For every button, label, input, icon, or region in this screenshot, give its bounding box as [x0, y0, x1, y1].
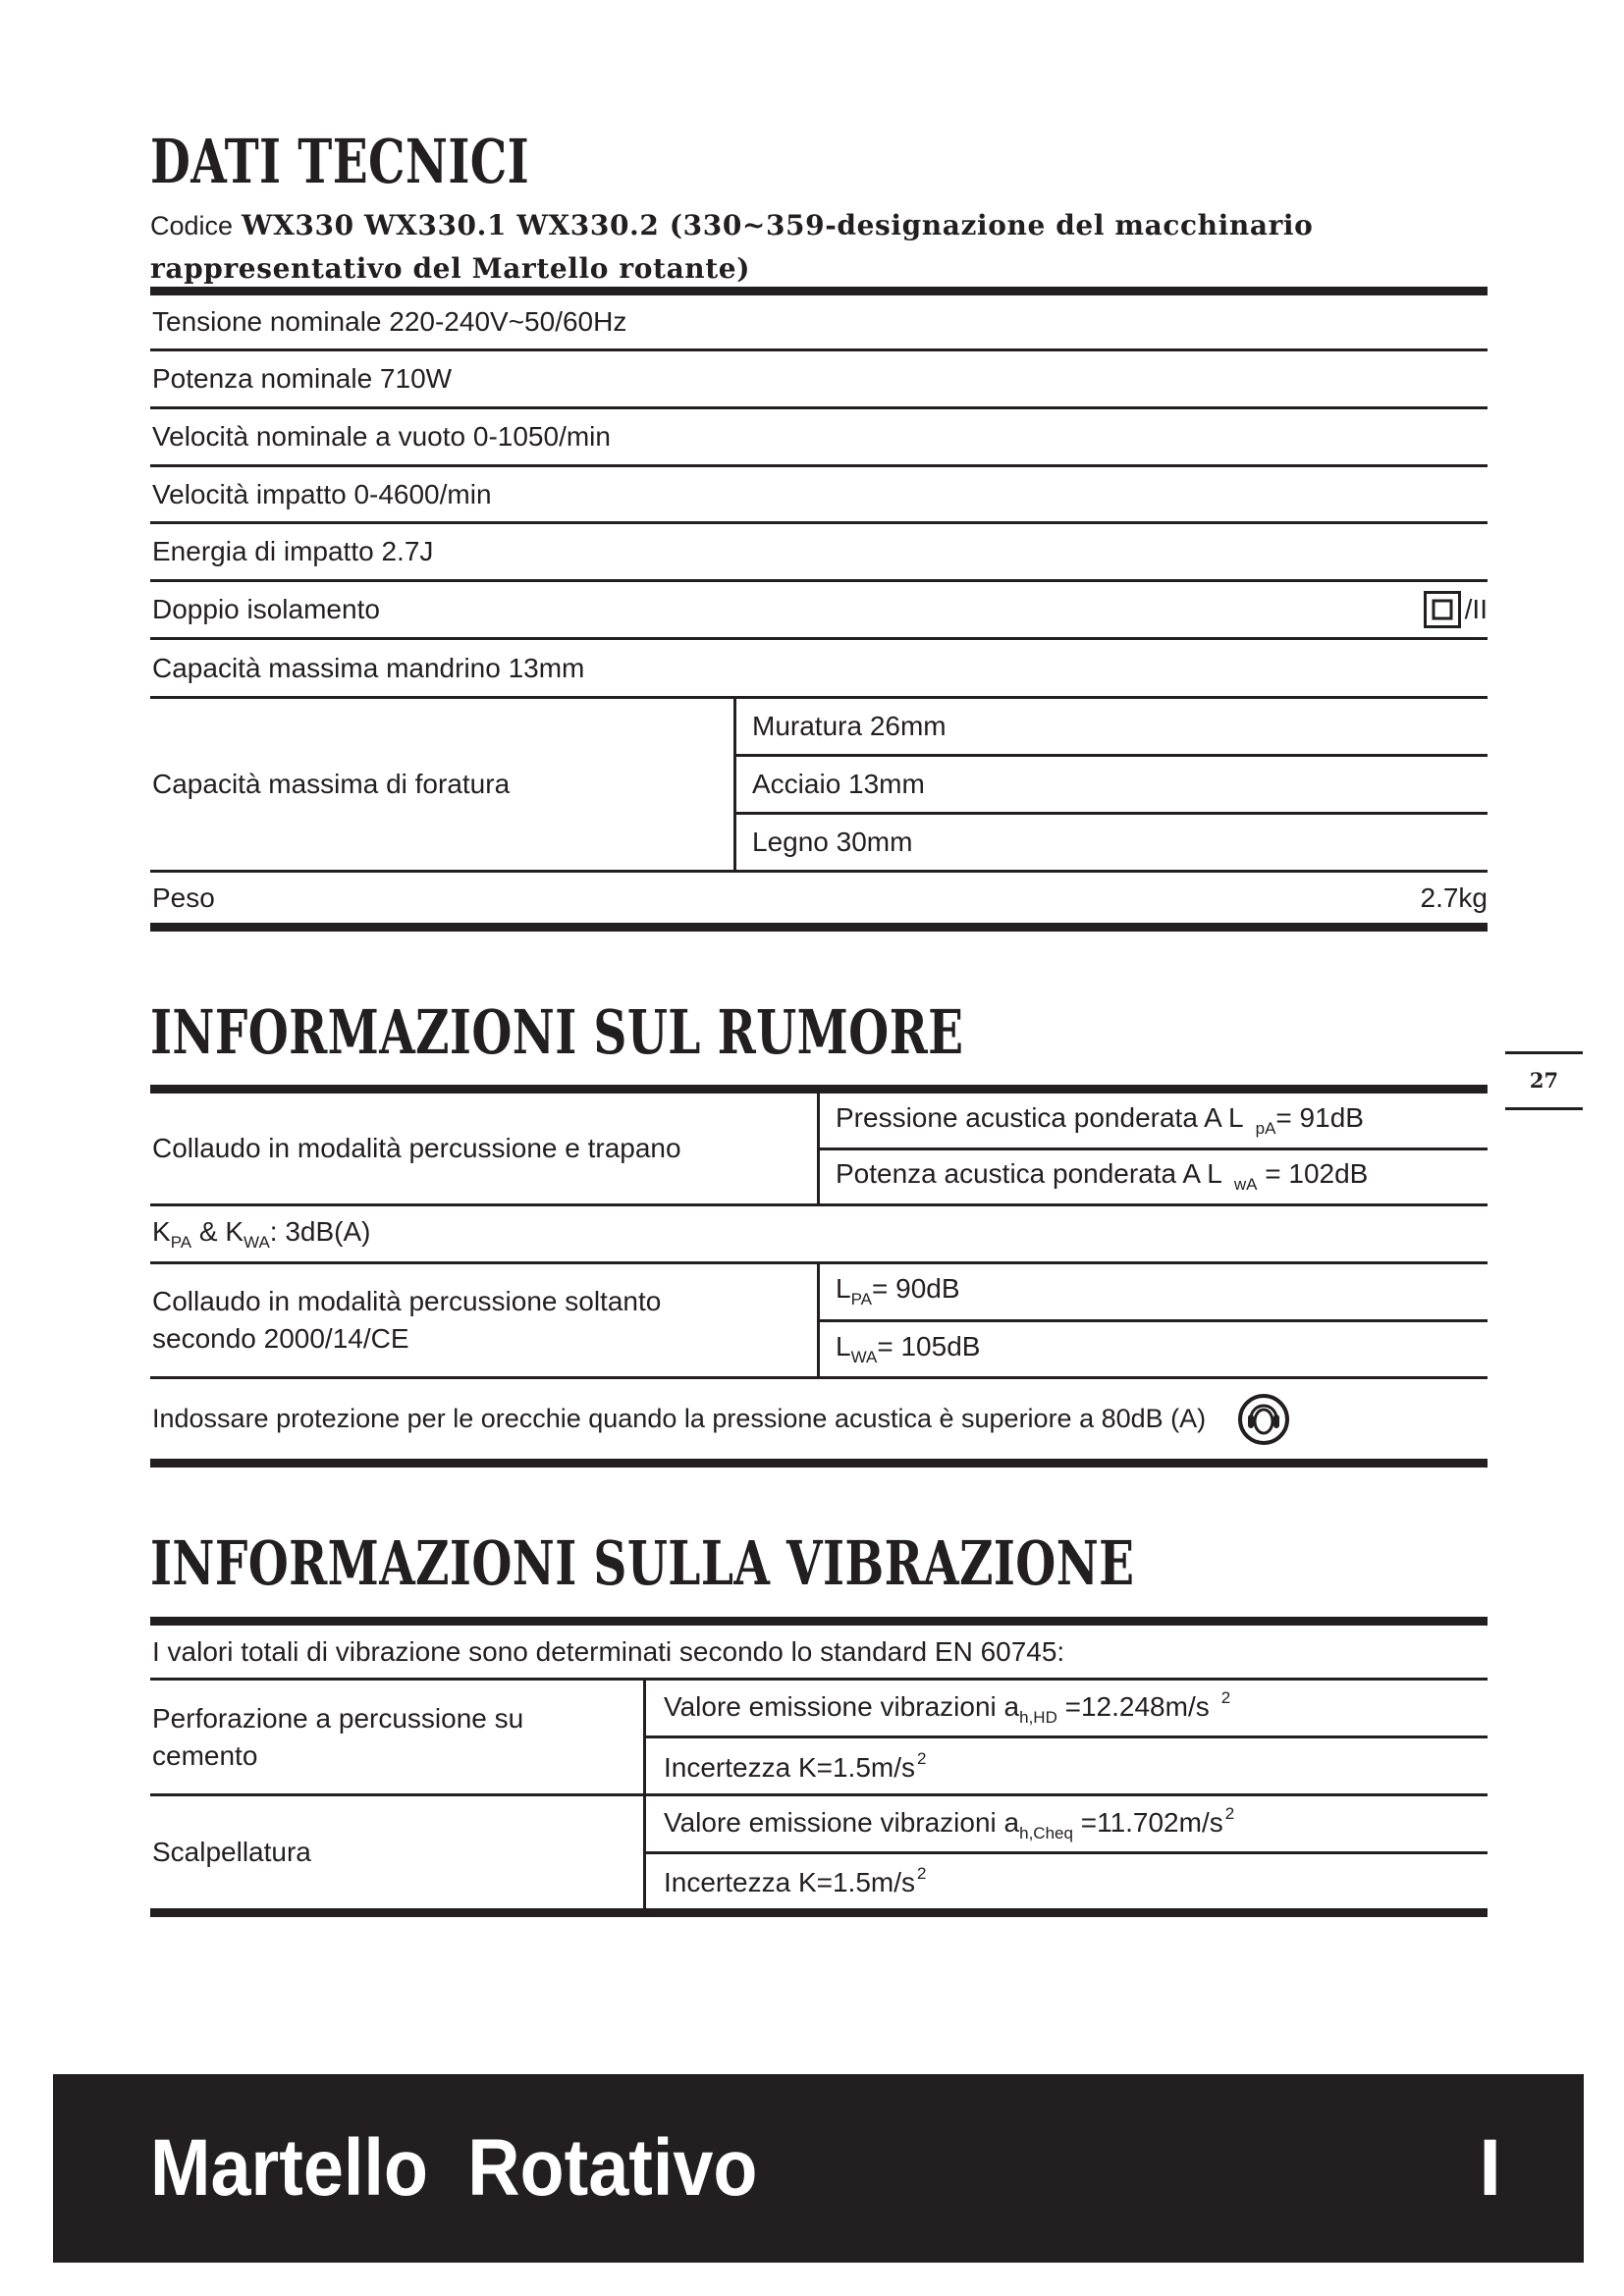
- drilling-capacity-steel: Acciaio 13mm: [736, 757, 1488, 815]
- hammer-test-label-cell: [150, 1264, 817, 1376]
- footer-band: [53, 2074, 1584, 2263]
- spec-text: Tensione nominale 220-240V~50/60Hz: [152, 306, 627, 337]
- spec-row-no-load-speed: [150, 409, 1488, 467]
- uncertainty-prefix: Incertezza K=1.5m/s: [664, 1866, 916, 1897]
- hammer-test-values: [817, 1264, 1488, 1376]
- chiselling-values: [643, 1796, 1488, 1908]
- hammer-pressure-subscript: PA: [850, 1290, 872, 1309]
- sound-power-suffix: = 102dB: [1257, 1158, 1369, 1190]
- drill-test-values: [817, 1094, 1488, 1203]
- emission-prefix: Valore emissione vibrazioni a: [664, 1806, 1020, 1838]
- spec-row-impact-rate: [150, 467, 1488, 524]
- section-title-technical-data: DATI TECNICI: [150, 126, 530, 197]
- language-code: I: [1479, 2123, 1501, 2213]
- icon-ear-cup-left: [1248, 1415, 1254, 1428]
- drilling-capacity-masonry: Muratura 26mm: [736, 699, 1488, 757]
- double-insulation-icon: [1424, 591, 1461, 628]
- k-subscript: PA: [170, 1232, 192, 1252]
- ear-protection-cell: [150, 1379, 1488, 1459]
- icon-outer-ring: [1240, 1396, 1287, 1443]
- page-number: 27: [1505, 1051, 1583, 1110]
- hammer-power-prefix: L: [836, 1330, 851, 1362]
- section-title-vibration: INFORMAZIONI SULLA VIBRAZIONE: [150, 1527, 1135, 1599]
- insulation-class: /II: [1464, 594, 1488, 624]
- noise-row-hammer-test: [150, 1264, 1488, 1379]
- emission-suffix: =12.248m/s: [1056, 1691, 1210, 1722]
- model-code-line-2: rappresentativo del Martello rotante): [150, 252, 751, 285]
- spec-row-drilling-capacity: [150, 699, 1488, 873]
- uncertainty-prefix: Incertezza K=1.5m/s: [664, 1751, 916, 1783]
- vibration-row-concrete-drilling: [150, 1681, 1488, 1796]
- sound-power-subscript: wA: [1233, 1175, 1258, 1195]
- uncertainty-superscript: 2: [917, 1863, 927, 1883]
- model-code: [150, 206, 1313, 293]
- drilling-capacity-wood: Legno 30mm: [752, 827, 913, 857]
- sound-pressure-prefix: Pressione acustica ponderata A L: [836, 1101, 1244, 1133]
- k-factor-cell: [150, 1206, 1488, 1261]
- hammer-power-suffix: = 105dB: [877, 1330, 981, 1362]
- sound-power-value: [836, 1158, 1368, 1195]
- noise-row-k-factor: [150, 1206, 1488, 1264]
- emission-prefix: Valore emissione vibrazioni a: [664, 1691, 1020, 1722]
- concrete-drilling-values: [643, 1681, 1488, 1793]
- spec-row-power: [150, 351, 1488, 409]
- concrete-drilling-label: [152, 1700, 523, 1775]
- vibration-emission-value: [664, 1804, 1234, 1843]
- weight-value: 2.7kg: [1420, 881, 1488, 913]
- hammer-pressure-prefix: L: [836, 1273, 851, 1305]
- drill-test-label: Collaudo in modalità percussione e trapano: [152, 1133, 681, 1163]
- spec-row-voltage: [150, 295, 1488, 351]
- spec-row-impact-energy: [150, 524, 1488, 582]
- noise-row-ear-protection: [150, 1379, 1488, 1459]
- vibration-row-chiselling: [150, 1796, 1488, 1908]
- concrete-drilling-label-line: Perforazione a percussione su: [152, 1702, 524, 1734]
- spec-text: Velocità nominale a vuoto 0-1050/min: [152, 421, 611, 452]
- concrete-drilling-label-line: cemento: [152, 1739, 258, 1771]
- k-factor-suffix: : 3dB(A): [269, 1215, 371, 1247]
- hammer-test-label-line: Collaudo in modalità percussione soltanto: [152, 1286, 662, 1316]
- vibration-uncertainty-value: [664, 1864, 926, 1898]
- noise-row-drill-test: [150, 1094, 1488, 1206]
- spec-row-chuck-capacity: [150, 640, 1488, 699]
- product-name: Martello Rotativo: [150, 2123, 758, 2213]
- hammer-pressure-cell: [820, 1264, 1488, 1322]
- vibration-emission-value: [664, 1688, 1230, 1728]
- hammer-pressure-suffix: = 90dB: [872, 1273, 960, 1305]
- emission-suffix: =11.702m/s: [1072, 1806, 1223, 1838]
- hammer-power-value: [836, 1331, 980, 1367]
- model-code-line-1: WX330 WX330.1 WX330.2 (330~359-designazione del macchinario: [242, 209, 1314, 241]
- spec-row-weight: [150, 873, 1488, 923]
- vibration-uncertainty-cell: [646, 1854, 1488, 1909]
- spec-text: Potenza nominale 710W: [152, 363, 453, 394]
- emission-superscript: 2: [1224, 1803, 1235, 1823]
- noise-table: [150, 1085, 1488, 1468]
- emission-subscript: h,HD: [1019, 1708, 1057, 1727]
- hammer-test-label-line: secondo 2000/14/CE: [152, 1323, 409, 1354]
- vibration-intro: I valori totali di vibrazione sono determinati secondo lo standard EN 60745:: [152, 1635, 1065, 1667]
- k-subscript: WA: [244, 1232, 270, 1252]
- model-code-prefix: Codice: [150, 211, 234, 240]
- vibration-table: [150, 1617, 1488, 1917]
- ear-protection-icon: [1237, 1393, 1290, 1446]
- spec-text: Energia di impatto 2.7J: [152, 536, 434, 566]
- vibration-emission-cell: [646, 1681, 1488, 1738]
- icon-head: [1255, 1410, 1272, 1433]
- vibration-uncertainty-cell: [646, 1738, 1488, 1793]
- icon-outer-square: [1425, 593, 1459, 627]
- sound-pressure-suffix: = 91dB: [1275, 1101, 1364, 1133]
- spec-text: Velocità impatto 0-4600/min: [152, 478, 492, 509]
- sound-power-cell: [820, 1150, 1488, 1204]
- hammer-pressure-value: [836, 1273, 960, 1309]
- sound-pressure-subscript: pA: [1255, 1118, 1276, 1138]
- icon-inner-square: [1434, 601, 1451, 618]
- spec-text: Capacità massima mandrino 13mm: [152, 652, 585, 683]
- k-symbol: K: [152, 1215, 171, 1247]
- drilling-capacity-values: [733, 699, 1488, 870]
- sound-power-prefix: Potenza acustica ponderata A L: [836, 1158, 1222, 1190]
- model-code-line: [150, 206, 1313, 249]
- sound-pressure-cell: [820, 1094, 1488, 1150]
- weight-label: Peso: [152, 881, 215, 913]
- vibration-row-intro: [150, 1626, 1488, 1681]
- hammer-power-cell: [820, 1322, 1488, 1377]
- insulation-label: Doppio isolamento: [152, 594, 380, 624]
- section-title-noise: INFORMAZIONI SUL RUMORE: [150, 996, 964, 1068]
- icon-ear-cup-right: [1273, 1415, 1279, 1428]
- ear-protection-text: Indossare protezione per le orecchie quando la pressione acustica è superiore a 80dB (A): [152, 1404, 1207, 1433]
- weight-cell: [150, 873, 1488, 923]
- k-factor-value: [152, 1216, 371, 1253]
- technical-data-table: [150, 287, 1488, 932]
- k-symbol: & K: [191, 1215, 244, 1247]
- chiselling-label: Scalpellatura: [152, 1837, 311, 1867]
- concrete-drilling-label-cell: [150, 1681, 643, 1793]
- emission-superscript: 2: [1220, 1688, 1231, 1707]
- insulation-cell: [150, 582, 1488, 637]
- drilling-capacity-label: Capacità massima di foratura: [152, 769, 511, 799]
- emission-subscript: h,Cheq: [1019, 1823, 1073, 1842]
- uncertainty-superscript: 2: [917, 1748, 927, 1768]
- sound-pressure-value: [836, 1102, 1364, 1139]
- vibration-uncertainty-value: [664, 1749, 926, 1784]
- spec-row-insulation: [150, 582, 1488, 640]
- hammer-test-label: [152, 1283, 661, 1358]
- hammer-power-subscript: WA: [850, 1347, 878, 1366]
- vibration-emission-cell: [646, 1796, 1488, 1854]
- double-insulation-symbol: [1424, 591, 1488, 628]
